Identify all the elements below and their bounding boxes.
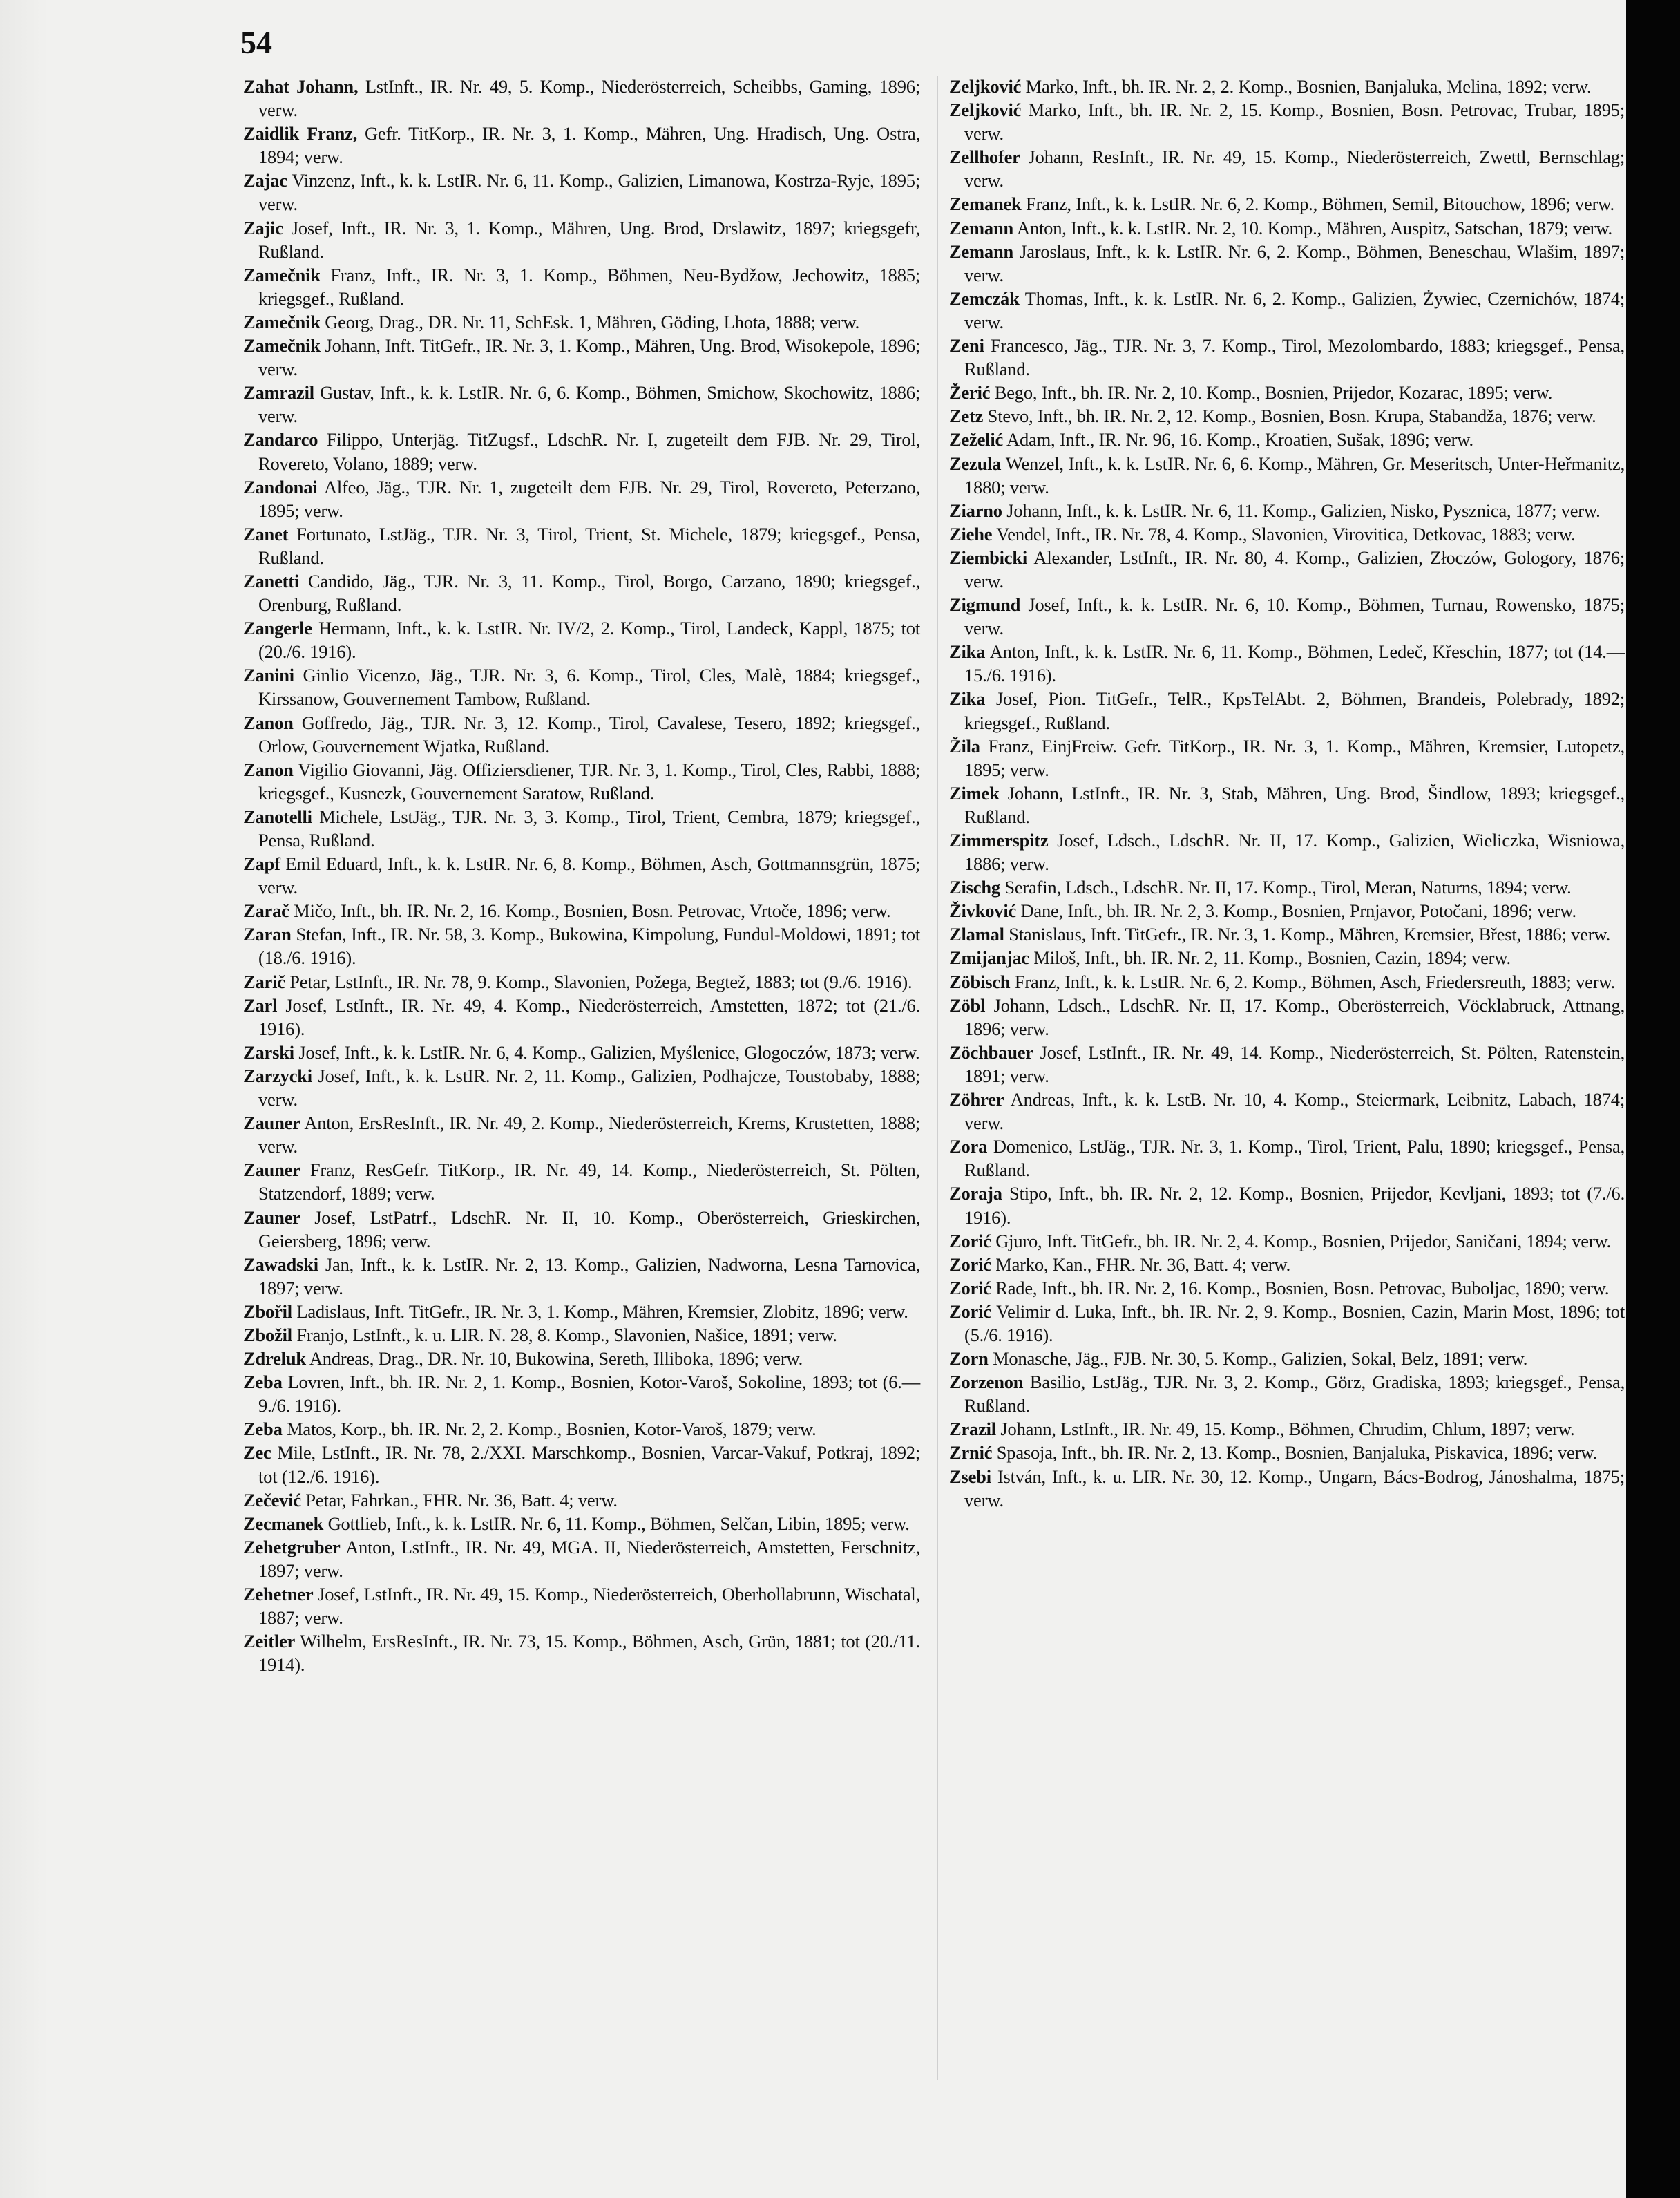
entry-details: Franjo, LstInft., k. u. LIR. N. 28, 8. Komp., Slavonien, Našice, 1891; verw. [292, 1324, 837, 1345]
entry-surname: Zlamal [949, 924, 1004, 945]
page-number: 54 [240, 25, 272, 60]
casualty-entry [949, 1182, 1625, 1229]
entry-surname: Zeni [949, 335, 984, 357]
casualty-entry [949, 287, 1625, 334]
casualty-entry [949, 687, 1625, 734]
casualty-entry [949, 1347, 1625, 1370]
entry-surname: Zauner [243, 1206, 300, 1228]
entry-details: Bego, Inft., bh. IR. Nr. 2, 10. Komp., Bosnien, Prijedor, Kozarac, 1895; verw. [990, 382, 1553, 404]
entry-surname: Zaidlik Franz, [243, 123, 358, 144]
entry-details: Lovren, Inft., bh. IR. Nr. 2, 1. Komp., Bosnien, Kotor-Varoš, Sokoline, 1893; tot (6.—9./6. 1916). [258, 1372, 920, 1417]
entry-details: Fortunato, LstJäg., TJR. Nr. 3, Tirol, Trient, St. Michele, 1879; kriegsgef., Pensa, Rußland. [258, 523, 920, 568]
entry-surname: Ziarno [949, 500, 1002, 521]
entry-details: Johann, Ldsch., LdschR. Nr. II, 17. Komp., Oberösterreich, Vöcklabruck, Attnang, 1896; verw. [964, 994, 1625, 1039]
entry-surname: Zapf [243, 853, 280, 875]
casualty-entry [243, 1417, 920, 1441]
entry-surname: Zemczák [949, 287, 1020, 309]
entry-details: Stevo, Inft., bh. IR. Nr. 2, 12. Komp., Bosnien, Bosn. Krupa, Stabandža, 1876; verw. [983, 406, 1596, 427]
entry-details: Gottlieb, Inft., k. k. LstIR. Nr. 6, 11. Komp., Böhmen, Selčan, Libin, 1895; verw. [323, 1513, 910, 1534]
casualty-entry [949, 192, 1625, 216]
entry-details: Thomas, Inft., k. k. LstIR. Nr. 6, 2. Komp., Galizien, Żywiec, Czernichów, 1874; verw. [964, 287, 1625, 332]
entry-surname: Zandarco [243, 429, 318, 451]
entry-details: Rade, Inft., bh. IR. Nr. 2, 16. Komp., Bosnien, Bosn. Petrovac, Buboljac, 1890; verw. [991, 1277, 1610, 1298]
entry-surname: Zangerle [243, 618, 312, 639]
entry-details: Ladislaus, Inft. TitGefr., IR. Nr. 3, 1. Komp., Mähren, Kremsier, Zlobitz, 1896; verw. [292, 1300, 908, 1322]
entry-surname: Zrazil [949, 1419, 996, 1440]
casualty-entry [243, 1041, 920, 1064]
entry-details: Marko, Inft., bh. IR. Nr. 2, 2. Komp., Bosnien, Banjaluka, Melina, 1892; verw. [1021, 76, 1592, 97]
entry-surname: Zezula [949, 453, 1002, 474]
casualty-entry [243, 1253, 920, 1300]
casualty-entry [243, 1300, 920, 1323]
entry-details: Jan, Inft., k. k. LstIR. Nr. 2, 13. Komp., Galizien, Nadworna, Lesna Tarnovica, 1897; verw. [258, 1253, 920, 1298]
entry-details: Adam, Inft., IR. Nr. 96, 16. Komp., Kroatien, Sušak, 1896; verw. [1003, 429, 1473, 451]
entry-surname: Zeželić [949, 429, 1004, 451]
entry-surname: Zeljković [949, 100, 1022, 121]
casualty-entry [243, 1323, 920, 1347]
casualty-entry [243, 1441, 920, 1488]
entry-details: Petar, Fahrkan., FHR. Nr. 36, Batt. 4; verw. [300, 1489, 618, 1510]
entry-details: Alexander, LstInft., IR. Nr. 80, 4. Komp., Galizien, Złoczów, Gologory, 1876; verw. [964, 547, 1625, 591]
entry-surname: Zimmerspitz [949, 830, 1049, 851]
entry-surname: Živković [949, 900, 1017, 922]
entry-details: Stanislaus, Inft. TitGefr., IR. Nr. 3, 1. Komp., Mähren, Kremsier, Břest, 1886; verw. [1004, 924, 1611, 945]
entry-surname: Zamečnik [243, 311, 321, 332]
entry-details: Franz, EinjFreiw. Gefr. TitKorp., IR. Nr. 3, 1. Komp., Mähren, Kremsier, Lutopetz, 1895; verw. [964, 735, 1625, 780]
page-right-edge [1626, 0, 1680, 2198]
entry-surname: Zbožil [243, 1324, 292, 1345]
casualty-entry [243, 1535, 920, 1582]
entry-surname: Zimek [949, 782, 1000, 804]
casualty-entry [243, 1629, 920, 1676]
entry-details: Ginlio Vicenzo, Jäg., TJR. Nr. 3, 6. Komp., Tirol, Cles, Malè, 1884; kriegsgef., Kirssanow, Gouvernement Tambow, Rußland. [258, 665, 920, 710]
casualty-entry [949, 875, 1625, 899]
entry-surname: Zöchbauer [949, 1041, 1033, 1063]
casualty-entry [243, 1370, 920, 1417]
casualty-entry [243, 1111, 920, 1158]
casualty-entry [243, 169, 920, 216]
entry-details: Serafin, Ldsch., LdschR. Nr. II, 17. Komp., Tirol, Meran, Naturns, 1894; verw. [1000, 877, 1572, 898]
entry-surname: Zajic [243, 217, 283, 238]
entry-surname: Zamečnik [243, 335, 321, 357]
casualty-entry [243, 852, 920, 899]
entry-details: Gustav, Inft., k. k. LstIR. Nr. 6, 6. Komp., Böhmen, Smichow, Skochowitz, 1886; verw. [258, 382, 920, 427]
casualty-entry [949, 75, 1625, 98]
left-column [243, 75, 920, 1676]
entry-surname: Zsebi [949, 1466, 991, 1487]
entry-details: Filippo, Unterjäg. TitZugsf., LdschR. Nr. I, zugeteilt dem FJB. Nr. 29, Tirol, Rovereto, Volano, 1889; verw. [258, 429, 920, 474]
entry-details: Anton, LstInft., IR. Nr. 49, MGA. II, Niederösterreich, Amstetten, Ferschnitz, 1897; verw. [258, 1536, 920, 1581]
entry-surname: Zanotelli [243, 806, 312, 827]
casualty-entry [949, 216, 1625, 240]
entry-details: Johann, Inft., k. k. LstIR. Nr. 6, 11. Komp., Galizien, Nisko, Pysznica, 1877; verw. [1002, 500, 1601, 521]
entry-details: Emil Eduard, Inft., k. k. LstIR. Nr. 6, 8. Komp., Böhmen, Asch, Gottmannsgrün, 1875; verw. [258, 853, 920, 898]
entry-surname: Zeljković [949, 76, 1022, 97]
entry-details: Franz, Inft., k. k. LstIR. Nr. 6, 2. Komp., Böhmen, Asch, Friedersreuth, 1883; verw. [1010, 971, 1615, 992]
entry-surname: Zeba [243, 1419, 283, 1440]
entry-surname: Zarzycki [243, 1065, 312, 1086]
casualty-entry [949, 899, 1625, 922]
entry-details: Johann, Inft. TitGefr., IR. Nr. 3, 1. Komp., Mähren, Ung. Brod, Wisokepole, 1896; verw. [258, 335, 920, 380]
casualty-entry [949, 404, 1625, 428]
casualty-entry [949, 922, 1625, 946]
casualty-entry [949, 735, 1625, 781]
casualty-entry [949, 240, 1625, 287]
entry-surname: Zajac [243, 170, 287, 191]
casualty-entry [243, 711, 920, 758]
right-column [949, 75, 1625, 1512]
entry-details: Josef, Inft., k. k. LstIR. Nr. 6, 4. Komp., Galizien, Myślenice, Glogoczów, 1873; verw. [294, 1041, 920, 1063]
entry-details: Josef, Inft., IR. Nr. 3, 1. Komp., Mähren, Ung. Brod, Drslawitz, 1897; kriegsgefr, Rußland. [258, 217, 920, 262]
entry-surname: Zeitler [243, 1631, 296, 1652]
entry-surname: Ziembicki [949, 547, 1028, 568]
casualty-entry [243, 1206, 920, 1253]
entry-surname: Ziehe [949, 523, 993, 544]
entry-details: Josef, LstInft., IR. Nr. 49, 14. Komp., Niederösterreich, St. Pölten, Ratenstein, 1891; verw. [964, 1041, 1625, 1086]
entry-surname: Zanon [243, 712, 294, 733]
casualty-entry [949, 428, 1625, 451]
entry-surname: Zamrazil [243, 382, 314, 404]
casualty-entry [243, 805, 920, 852]
entry-details: Franz, ResGefr. TitKorp., IR. Nr. 49, 14. Komp., Niederösterreich, St. Pölten, Statzendorf, 1889; verw. [258, 1159, 920, 1204]
casualty-entry [243, 1064, 920, 1111]
casualty-entry [949, 1441, 1625, 1464]
entry-surname: Zika [949, 688, 986, 710]
casualty-entry [243, 1347, 920, 1370]
entry-surname: Zorzenon [949, 1372, 1024, 1393]
casualty-entry [949, 1465, 1625, 1512]
entry-surname: Zemann [949, 217, 1014, 238]
entry-surname: Žerić [949, 382, 991, 404]
entry-details: Michele, LstJäg., TJR. Nr. 3, 3. Komp., Tirol, Trient, Cembra, 1879; kriegsgef., Pensa, Rußland. [258, 806, 920, 851]
entry-details: Johann, ResInft., IR. Nr. 49, 15. Komp., Niederösterreich, Zwettl, Bernschlag; verw. [964, 146, 1625, 191]
casualty-entry [243, 994, 920, 1041]
casualty-entry [949, 1253, 1625, 1276]
entry-details: Josef, LstInft., IR. Nr. 49, 4. Komp., Niederösterreich, Amstetten, 1872; tot (21./6. 1916). [258, 994, 920, 1039]
entry-surname: Zanini [243, 665, 294, 686]
entry-surname: Zorić [949, 1300, 991, 1322]
entry-details: Gefr. TitKorp., IR. Nr. 3, 1. Komp., Mähren, Ung. Hradisch, Ung. Ostra, 1894; verw. [258, 123, 921, 168]
entry-details: Jaroslaus, Inft., k. k. LstIR. Nr. 6, 2. Komp., Böhmen, Beneschau, Wlašim, 1897; verw. [964, 240, 1625, 285]
entry-surname: Zemann [949, 240, 1014, 262]
entry-details: Basilio, LstJäg., TJR. Nr. 3, 2. Komp., Görz, Gradiska, 1893; kriegsgef., Pensa, Rußland. [964, 1372, 1625, 1417]
casualty-entry [949, 499, 1625, 522]
entry-surname: Zorn [949, 1348, 989, 1370]
entry-surname: Zmijanjac [949, 947, 1029, 969]
entry-details: Franz, Inft., k. k. LstIR. Nr. 6, 2. Komp., Böhmen, Semil, Bitouchow, 1896; verw. [1021, 193, 1614, 215]
casualty-entry [949, 522, 1625, 546]
casualty-entry [949, 1135, 1625, 1182]
casualty-entry [243, 1582, 920, 1629]
casualty-entry [243, 663, 920, 710]
entry-details: Wenzel, Inft., k. k. LstIR. Nr. 6, 6. Komp., Mähren, Gr. Meseritsch, Unter-Heřmanitz, 1880; verw. [964, 453, 1625, 498]
entry-surname: Zeba [243, 1372, 283, 1393]
casualty-entry [243, 1158, 920, 1205]
casualty-entry [949, 1276, 1625, 1300]
entry-surname: Zauner [243, 1112, 300, 1134]
entry-details: Georg, Drag., DR. Nr. 11, SchEsk. 1, Mähren, Göding, Lhota, 1888; verw. [320, 311, 860, 332]
casualty-entry [243, 334, 920, 381]
casualty-entry [949, 98, 1625, 145]
entry-surname: Zamečnik [243, 264, 321, 285]
entry-details: Franz, Inft., IR. Nr. 3, 1. Komp., Böhmen, Neu-Bydžow, Jechowitz, 1885; kriegsgef., Rußland. [258, 264, 920, 309]
entry-details: Andreas, Inft., k. k. LstB. Nr. 10, 4. Komp., Steiermark, Leibnitz, Labach, 1874; verw. [964, 1089, 1625, 1134]
entry-surname: Zarič [243, 971, 285, 992]
entry-details: Marko, Inft., bh. IR. Nr. 2, 15. Komp., Bosnien, Bosn. Petrovac, Trubar, 1895; verw. [964, 100, 1625, 144]
casualty-entry [949, 828, 1625, 875]
entry-surname: Zarl [243, 994, 278, 1016]
casualty-entry [243, 522, 920, 569]
entry-details: Vinzenz, Inft., k. k. LstIR. Nr. 6, 11. Komp., Galizien, Limanowa, Kostrza-Ryje, 1895; verw. [258, 170, 920, 215]
casualty-entry [949, 970, 1625, 994]
entry-details: Josef, Pion. TitGefr., TelR., KpsTelAbt. 2, Böhmen, Brandeis, Polebrady, 1892; kriegsgef., Rußland. [964, 688, 1625, 733]
entry-details: Goffredo, Jäg., TJR. Nr. 3, 12. Komp., Tirol, Cavalese, Tesero, 1892; kriegsgef., Orlow, Gouvernement Wjatka, Rußland. [258, 712, 920, 757]
entry-details: Anton, Inft., k. k. LstIR. Nr. 6, 11. Komp., Böhmen, Ledeč, Křeschin, 1877; tot (14.—15./6. 1916). [964, 641, 1625, 686]
entry-details: Francesco, Jäg., TJR. Nr. 3, 7. Komp., Tirol, Mezolombardo, 1883; kriegsgef., Pensa, Rußland. [964, 335, 1625, 380]
casualty-entry [949, 452, 1625, 499]
entry-details: Domenico, LstJäg., TJR. Nr. 3, 1. Komp., Tirol, Trient, Palu, 1890; kriegsgef., Pensa, Rußland. [964, 1136, 1625, 1181]
casualty-entry [949, 946, 1625, 969]
casualty-entry [243, 216, 920, 263]
casualty-entry [949, 1300, 1625, 1347]
column-divider [937, 76, 938, 2080]
entry-details: Gjuro, Inft. TitGefr., bh. IR. Nr. 2, 4. Komp., Bosnien, Prijedor, Saničani, 1894; verw. [991, 1230, 1612, 1251]
casualty-entry [949, 334, 1625, 381]
entry-surname: Zigmund [949, 594, 1021, 616]
entry-surname: Zoraja [949, 1183, 1002, 1204]
casualty-entry [949, 1088, 1625, 1135]
casualty-entry [243, 569, 920, 616]
entry-details: Mile, LstInft., IR. Nr. 78, 2./XXI. Marschkomp., Bosnien, Varcar-Vakuf, Potkraj, 1892; tot (12./6. 1916). [258, 1442, 920, 1487]
entry-surname: Zaran [243, 924, 292, 945]
entry-details: Johann, LstInft., IR. Nr. 49, 15. Komp., Böhmen, Chrudim, Chlum, 1897; verw. [995, 1419, 1575, 1440]
entry-surname: Zora [949, 1136, 988, 1157]
entry-surname: Zahat Johann, [243, 76, 359, 97]
entry-details: Vendel, Inft., IR. Nr. 78, 4. Komp., Slavonien, Virovitica, Detkovac, 1883; verw. [992, 523, 1576, 544]
entry-surname: Zecmanek [243, 1513, 324, 1534]
casualty-entry [949, 593, 1625, 640]
entry-surname: Zehetgruber [243, 1536, 341, 1557]
entry-details: Josef, Inft., k. k. LstIR. Nr. 6, 10. Komp., Böhmen, Turnau, Rowensko, 1875; verw. [964, 594, 1625, 639]
casualty-entry [949, 1229, 1625, 1253]
entry-details: Andreas, Drag., DR. Nr. 10, Bukowina, Sereth, Illiboka, 1896; verw. [305, 1348, 803, 1370]
entry-details: Stefan, Inft., IR. Nr. 58, 3. Komp., Bukowina, Kimpolung, Fundul-Moldowi, 1891; tot (18./6. 1916). [258, 924, 920, 969]
entry-surname: Zandonai [243, 476, 318, 498]
entry-surname: Zöhrer [949, 1089, 1004, 1110]
entry-surname: Zawadski [243, 1253, 318, 1275]
entry-details: Candido, Jäg., TJR. Nr. 3, 11. Komp., Tirol, Borgo, Carzano, 1890; kriegsgef., Orenburg, Rußland. [258, 570, 920, 616]
entry-surname: Zanetti [243, 570, 300, 591]
entry-details: Matos, Korp., bh. IR. Nr. 2, 2. Komp., Bosnien, Kotor-Varoš, 1879; verw. [282, 1419, 817, 1440]
casualty-entry [243, 899, 920, 922]
entry-surname: Zöbisch [949, 971, 1011, 992]
casualty-entry [949, 640, 1625, 687]
entry-details: Spasoja, Inft., bh. IR. Nr. 2, 13. Komp., Bosnien, Banjaluka, Piskavica, 1896; verw. [992, 1442, 1597, 1463]
entry-details: Johann, LstInft., IR. Nr. 3, Stab, Mähren, Ung. Brod, Šindlow, 1893; kriegsgef., Rußland. [964, 782, 1625, 827]
entry-details: Josef, Ldsch., LdschR. Nr. II, 17. Komp., Galizien, Wieliczka, Wisniowa, 1886; verw. [964, 830, 1625, 875]
entry-details: Monasche, Jäg., FJB. Nr. 30, 5. Komp., Galizien, Sokal, Belz, 1891; verw. [988, 1348, 1528, 1370]
casualty-entry [949, 1417, 1625, 1441]
entry-surname: Zehetner [243, 1584, 314, 1604]
casualty-entry [243, 1488, 920, 1512]
casualty-entry [243, 122, 920, 169]
entry-surname: Zanet [243, 523, 289, 544]
entry-details: István, Inft., k. u. LIR. Nr. 30, 12. Komp., Ungarn, Bács-Bodrog, Jánoshalma, 1875; verw. [964, 1466, 1625, 1510]
entry-surname: Zorić [949, 1277, 991, 1298]
entry-details: Anton, ErsResInft., IR. Nr. 49, 2. Komp., Niederösterreich, Krems, Krustetten, 1888; verw. [258, 1112, 920, 1157]
casualty-entry [949, 381, 1625, 404]
entry-surname: Zellhofer [949, 146, 1020, 168]
casualty-entry [949, 1041, 1625, 1088]
entry-surname: Zarač [243, 900, 289, 922]
casualty-entry [243, 970, 920, 994]
casualty-entry [243, 1512, 920, 1535]
casualty-entry [949, 781, 1625, 828]
page-left-edge [0, 0, 48, 2198]
casualty-entry [243, 263, 920, 310]
entry-surname: Zorić [949, 1253, 991, 1275]
casualty-entry [243, 381, 920, 428]
entry-details: Josef, LstPatrf., LdschR. Nr. II, 10. Komp., Oberösterreich, Grieskirchen, Geiersberg, 1896; verw. [258, 1206, 920, 1251]
entry-surname: Zarski [243, 1041, 294, 1063]
entry-details: Mičo, Inft., bh. IR. Nr. 2, 16. Komp., Bosnien, Bosn. Petrovac, Vrtoče, 1896; verw. [289, 900, 891, 922]
entry-details: Dane, Inft., bh. IR. Nr. 2, 3. Komp., Bosnien, Prnjavor, Potočani, 1896; verw. [1016, 900, 1576, 922]
entry-surname: Zika [949, 641, 986, 663]
entry-surname: Žila [949, 735, 980, 757]
entry-details: Vigilio Giovanni, Jäg. Offiziersdiener, TJR. Nr. 3, 1. Komp., Tirol, Cles, Rabbi, 1888; kriegsgef., Kusnezk, Gouvernement Saratow, Rußland. [258, 759, 920, 804]
entry-surname: Zdreluk [243, 1348, 306, 1370]
casualty-entry [949, 1370, 1625, 1417]
entry-surname: Zemanek [949, 193, 1022, 215]
entry-details: Wilhelm, ErsResInft., IR. Nr. 73, 15. Komp., Böhmen, Asch, Grün, 1881; tot (20./11. 1914). [258, 1631, 920, 1676]
casualty-entry [243, 616, 920, 663]
entry-details: Stipo, Inft., bh. IR. Nr. 2, 12. Komp., Bosnien, Prijedor, Kevljani, 1893; tot (7./6. 1916). [964, 1183, 1625, 1228]
entry-details: Miloš, Inft., bh. IR. Nr. 2, 11. Komp., Bosnien, Cazin, 1894; verw. [1029, 947, 1511, 969]
casualty-entry [949, 994, 1625, 1041]
entry-details: Alfeo, Jäg., TJR. Nr. 1, zugeteilt dem FJB. Nr. 29, Tirol, Rovereto, Peterzano, 1895; verw. [258, 476, 920, 521]
entry-details: LstInft., IR. Nr. 49, 5. Komp., Niederösterreich, Scheibbs, Gaming, 1896; verw. [258, 76, 920, 121]
entry-surname: Zbořil [243, 1300, 292, 1322]
entry-surname: Zorić [949, 1230, 991, 1251]
entry-surname: Zrnić [949, 1442, 993, 1463]
entry-details: Josef, Inft., k. k. LstIR. Nr. 2, 11. Komp., Galizien, Podhajcze, Toustobaby, 1888; verw. [258, 1065, 920, 1110]
entry-details: Velimir d. Luka, Inft., bh. IR. Nr. 2, 9. Komp., Bosnien, Cazin, Marin Most, 1896; tot (5./6. 1916). [964, 1300, 1625, 1345]
entry-details: Hermann, Inft., k. k. LstIR. Nr. IV/2, 2. Komp., Tirol, Landeck, Kappl, 1875; tot (20./6. 1916). [258, 618, 920, 663]
casualty-entry [243, 75, 920, 122]
casualty-entry [949, 145, 1625, 192]
entry-surname: Zischg [949, 877, 1000, 898]
entry-details: Josef, LstInft., IR. Nr. 49, 15. Komp., Niederösterreich, Oberhollabrunn, Wischatal, 1887; verw. [258, 1584, 920, 1629]
casualty-entry [243, 310, 920, 334]
entry-details: Petar, LstInft., IR. Nr. 78, 9. Komp., Slavonien, Požega, Begtež, 1883; tot (9./6. 1916). [285, 971, 913, 992]
casualty-entry [243, 428, 920, 475]
entry-details: Marko, Kan., FHR. Nr. 36, Batt. 4; verw. [991, 1253, 1290, 1275]
entry-surname: Zetz [949, 406, 984, 427]
entry-surname: Zanon [243, 759, 294, 780]
entry-surname: Zöbl [949, 994, 986, 1016]
casualty-entry [243, 758, 920, 805]
casualty-entry [243, 922, 920, 969]
entry-surname: Zečević [243, 1489, 301, 1510]
entry-surname: Zauner [243, 1159, 300, 1181]
casualty-entry [949, 546, 1625, 593]
entry-details: Anton, Inft., k. k. LstIR. Nr. 2, 10. Komp., Mähren, Auspitz, Satschan, 1879; verw. [1013, 217, 1612, 238]
casualty-entry [243, 475, 920, 522]
entry-surname: Zec [243, 1442, 271, 1463]
